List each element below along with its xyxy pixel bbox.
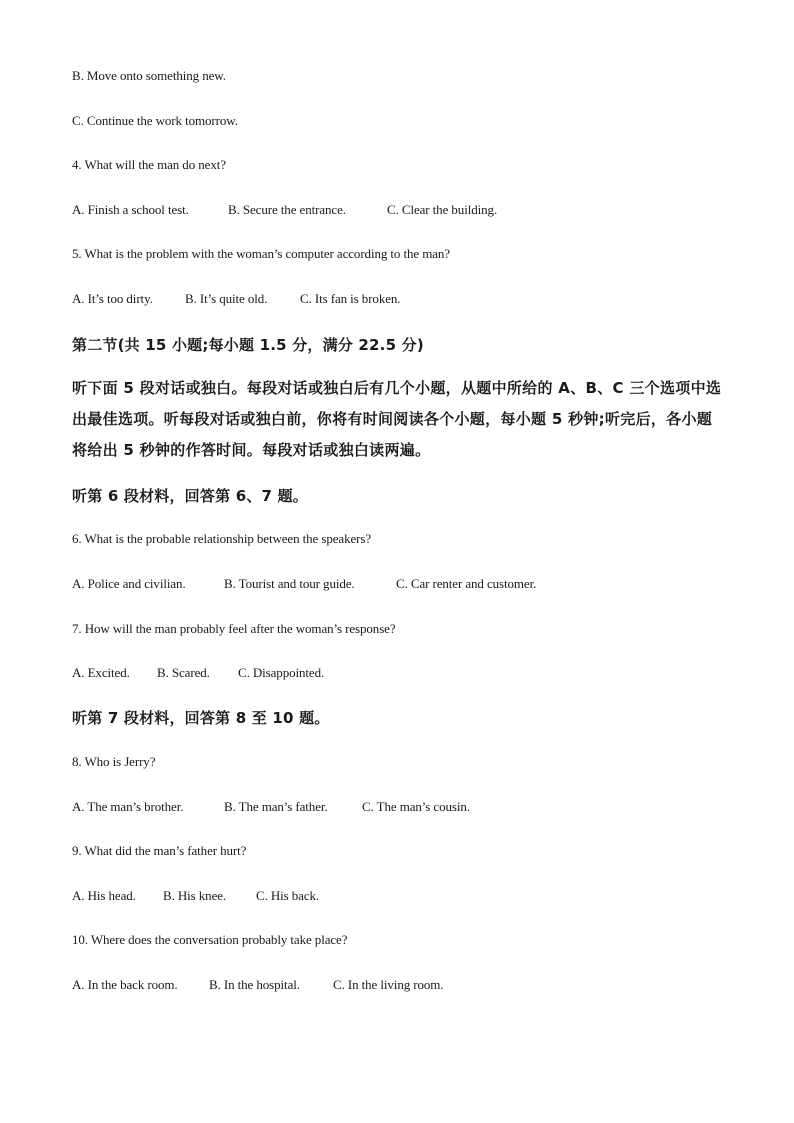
material-7-heading: 听第 7 段材料，回答第 8 至 10 题。 (72, 709, 330, 727)
q3-option-c: C. Continue the work tomorrow. (72, 113, 238, 128)
q7-option-a: A. Excited. (72, 665, 130, 680)
q10-options (72, 977, 443, 993)
q5-options (72, 291, 400, 307)
q7-option-b: B. Scared. (157, 665, 210, 680)
q5-question: 5. What is the problem with the woman’s computer according to the man? (72, 246, 450, 261)
section-2-title: 第二节(共 15 小题;每小题 1.5 分，满分 22.5 分) (72, 336, 424, 354)
q10-option-b: B. In the hospital. (209, 977, 300, 992)
q5-option-c: C. Its fan is broken. (300, 291, 401, 306)
q9-question: 9. What did the man’s father hurt? (72, 843, 247, 858)
q4-options (72, 202, 497, 218)
q8-question: 8. Who is Jerry? (72, 754, 156, 769)
q4-option-b: B. Secure the entrance. (228, 202, 346, 217)
q10-option-a: A. In the back room. (72, 977, 178, 992)
q5-option-a: A. It’s too dirty. (72, 291, 153, 306)
q10-question: 10. Where does the conversation probably take place? (72, 932, 348, 947)
q6-option-a: A. Police and civilian. (72, 576, 186, 591)
material-6-heading: 听第 6 段材料，回答第 6、7 题。 (72, 487, 309, 505)
q8-option-b: B. The man’s father. (224, 799, 328, 814)
q4-option-c: C. Clear the building. (387, 202, 498, 217)
q8-option-c: C. The man’s cousin. (362, 799, 470, 814)
q6-option-b: B. Tourist and tour guide. (224, 576, 355, 591)
q10-option-c: C. In the living room. (333, 977, 444, 992)
q7-options (72, 665, 324, 681)
q5-option-b: B. It’s quite old. (185, 291, 268, 306)
section-2-instructions: 听下面 5 段对话或独白。每段对话或独白后有几个小题，从题中所给的 A、B、C 三个选项中选出最佳选项。听每段对话或独白前，你将有时间阅读各个小题，每小题 5 秒钟;听完后，各小题将给出 5 秒钟的作答时间。每段对话或独白读两遍。 (72, 379, 722, 459)
q9-option-c: C. His back. (256, 888, 320, 903)
q4-question: 4. What will the man do next? (72, 157, 226, 172)
q7-option-c: C. Disappointed. (238, 665, 325, 680)
q8-options (72, 799, 470, 815)
q3-option-b: B. Move onto something new. (72, 68, 226, 83)
q9-option-a: A. His head. (72, 888, 136, 903)
q6-option-c: C. Car renter and customer. (396, 576, 537, 591)
q4-option-a: A. Finish a school test. (72, 202, 189, 217)
q8-option-a: A. The man’s brother. (72, 799, 184, 814)
q9-options (72, 888, 319, 904)
q6-question: 6. What is the probable relationship between the speakers? (72, 531, 371, 546)
q7-question: 7. How will the man probably feel after the woman’s response? (72, 621, 396, 636)
q6-options (72, 576, 536, 592)
q9-option-b: B. His knee. (163, 888, 227, 903)
